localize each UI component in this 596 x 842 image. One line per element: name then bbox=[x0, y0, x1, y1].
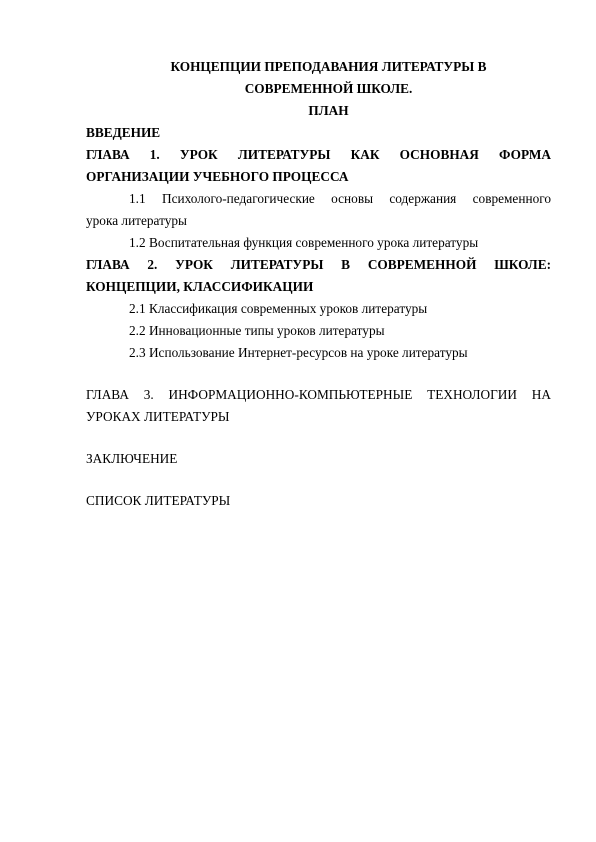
spacer bbox=[86, 364, 551, 384]
toc-chapter-3 bbox=[86, 384, 551, 428]
toc-section-2-1: 2.1 Классификация современных уроков литературы bbox=[129, 301, 428, 316]
chapter-3-line-2: УРОКАХ ЛИТЕРАТУРЫ bbox=[86, 409, 230, 424]
toc-introduction: ВВЕДЕНИЕ bbox=[86, 125, 161, 140]
section-1-1-line-1: 1.1 Психолого-педагогические основы содержания современного bbox=[129, 191, 551, 206]
chapter-3-line-1: ГЛАВА 3. ИНФОРМАЦИОННО-КОМПЬЮТЕРНЫЕ ТЕХНОЛОГИИ НА bbox=[86, 387, 551, 402]
chapter-1-line-1: ГЛАВА 1. УРОК ЛИТЕРАТУРЫ КАК ОСНОВНАЯ ФОРМА bbox=[86, 147, 551, 162]
spacer bbox=[86, 428, 551, 448]
toc-chapter-1 bbox=[86, 144, 551, 188]
chapter-2-line-1: ГЛАВА 2. УРОК ЛИТЕРАТУРЫ В СОВРЕМЕННОЙ ШКОЛЕ: bbox=[86, 257, 551, 272]
toc-section-2-3: 2.3 Использование Интернет-ресурсов на уроке литературы bbox=[129, 345, 468, 360]
plan-heading: ПЛАН bbox=[308, 103, 349, 118]
title-line-2: СОВРЕМЕННОЙ ШКОЛЕ. bbox=[244, 81, 413, 96]
document-content bbox=[86, 56, 551, 512]
toc-section-1-1 bbox=[86, 188, 551, 232]
toc-conclusion: ЗАКЛЮЧЕНИЕ bbox=[86, 451, 178, 466]
chapter-1-line-2: ОРГАНИЗАЦИИ УЧЕБНОГО ПРОЦЕССА bbox=[86, 169, 349, 184]
document-title bbox=[106, 56, 551, 100]
toc-chapter-2 bbox=[86, 254, 551, 298]
toc-references: СПИСОК ЛИТЕРАТУРЫ bbox=[86, 493, 231, 508]
chapter-2-line-2: КОНЦЕПЦИИ, КЛАССИФИКАЦИИ bbox=[86, 279, 314, 294]
spacer bbox=[86, 470, 551, 490]
toc-section-2-2: 2.2 Инновационные типы уроков литературы bbox=[129, 323, 385, 338]
title-line-1: КОНЦЕПЦИИ ПРЕПОДАВАНИЯ ЛИТЕРАТУРЫ В bbox=[170, 59, 487, 74]
section-1-1-line-2: урока литературы bbox=[86, 213, 187, 228]
toc-section-1-2: 1.2 Воспитательная функция современного урока литературы bbox=[129, 235, 479, 250]
